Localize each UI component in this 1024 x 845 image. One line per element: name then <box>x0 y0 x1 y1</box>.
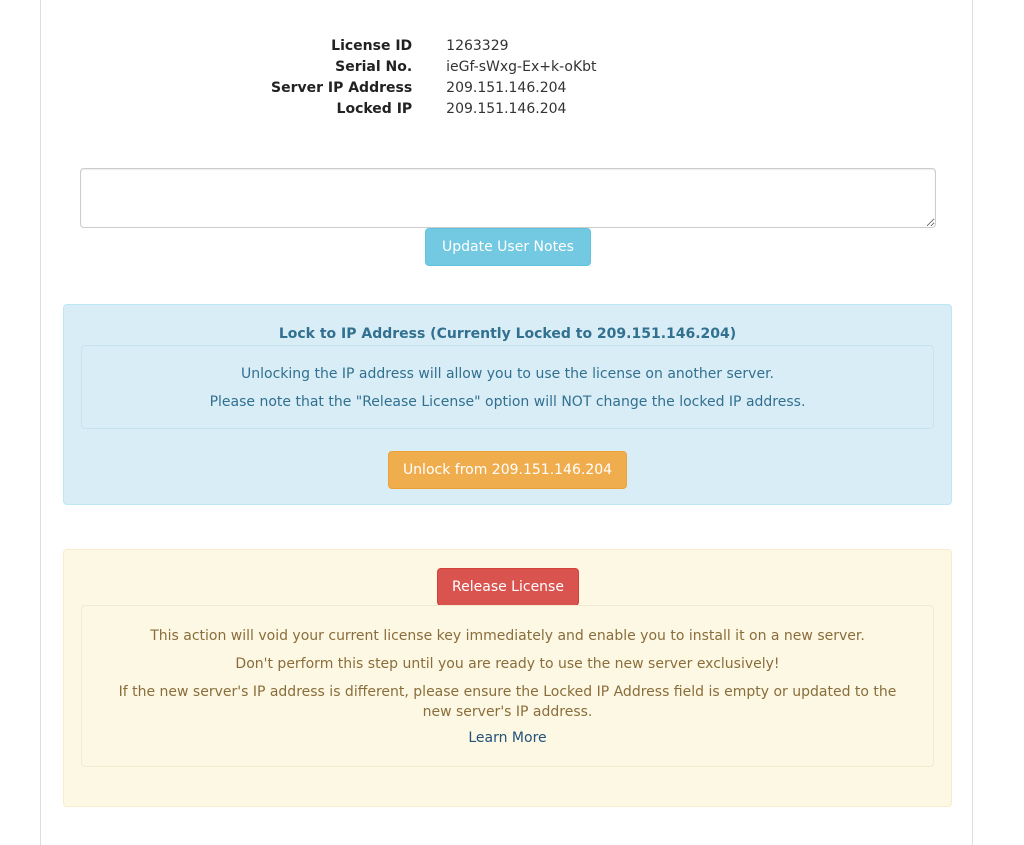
license-info-table <box>271 36 597 120</box>
release-license-button[interactable]: Release License <box>437 568 579 606</box>
locked-ip-value: 209.151.146.204 <box>446 101 567 117</box>
locked-ip-label: Locked IP <box>336 101 413 117</box>
user-notes-textarea[interactable] <box>80 168 936 228</box>
release-warning-line3: If the new server's IP address is different, please ensure the Locked IP Address field is empty or updated to the new server's IP address. <box>118 684 897 720</box>
locked-ip-row <box>271 99 597 120</box>
lock-ip-message-line2: Please note that the "Release License" option will NOT change the locked IP address. <box>209 394 806 410</box>
server-ip-label: Server IP Address <box>271 80 413 96</box>
serial-no-label: Serial No. <box>335 59 413 75</box>
license-id-label: License ID <box>331 38 413 54</box>
release-warning-line2: Don't perform this step until you are ready to use the new server exclusively! <box>235 656 780 672</box>
release-license-panel <box>63 549 952 807</box>
update-user-notes-button[interactable]: Update User Notes <box>425 228 591 266</box>
serial-no-row <box>271 57 597 78</box>
lock-ip-message-box <box>81 345 934 429</box>
lock-ip-title: Lock to IP Address (Currently Locked to 209.151.146.204) <box>278 326 737 342</box>
unlock-ip-button[interactable]: Unlock from 209.151.146.204 <box>388 451 627 489</box>
license-details-panel <box>40 0 973 845</box>
lock-ip-panel <box>63 304 952 505</box>
server-ip-value: 209.151.146.204 <box>446 80 567 96</box>
release-warning-line1: This action will void your current license key immediately and enable you to install it on a new server. <box>150 628 865 644</box>
serial-no-value: ieGf-sWxg-Ex+k-oKbt <box>446 59 597 75</box>
license-id-value: 1263329 <box>446 38 509 54</box>
release-warning-box <box>81 605 934 767</box>
lock-ip-message-line1: Unlocking the IP address will allow you to use the license on another server. <box>241 366 774 382</box>
learn-more-link[interactable]: Learn More <box>468 730 547 746</box>
server-ip-row <box>271 78 597 99</box>
license-id-row <box>271 36 597 57</box>
